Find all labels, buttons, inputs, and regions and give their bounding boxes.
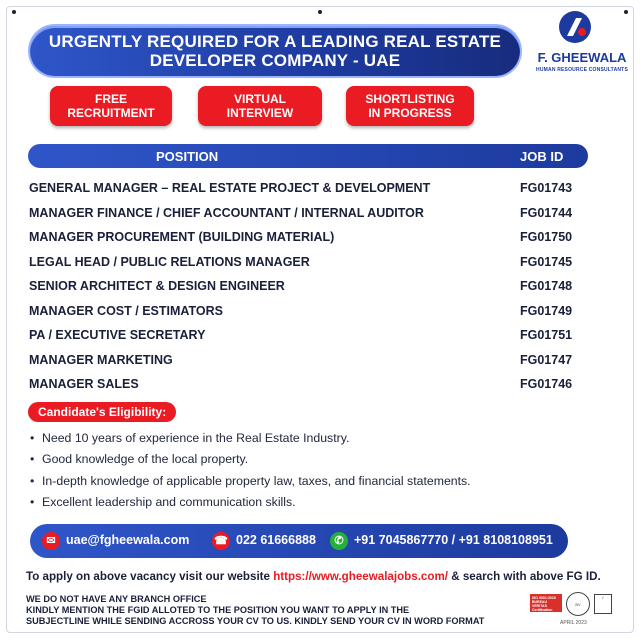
company-logo: [530, 10, 634, 82]
job-id: FG01745: [520, 254, 573, 269]
notice-line-1: WE DO NOT HAVE ANY BRANCH OFFICE: [26, 594, 207, 604]
pin-dot: [12, 10, 16, 14]
list-item: • Need 10 years of experience in the Real Estate Industry.: [30, 428, 590, 449]
position-name: MANAGER PROCUREMENT (BUILDING MATERIAL): [29, 230, 335, 244]
contact-bar: [30, 524, 568, 558]
position-name: PA / EXECUTIVE SECRETARY: [29, 328, 206, 342]
table-row: [28, 178, 588, 203]
badge-line-2: INTERVIEW: [226, 106, 294, 120]
iso-certification-badge: ISO 9001:2015 BUREAU VERITAS Certification: [530, 594, 562, 612]
eligibility-list: [30, 428, 590, 513]
eligibility-heading: Candidate's Eligibility:: [28, 402, 176, 422]
telephone-icon: ☎: [212, 532, 230, 550]
email-link[interactable]: uae@fgheewala.com: [66, 533, 190, 547]
badge-line-1: FREE: [94, 92, 127, 106]
badge-line-1: VIRTUAL: [234, 92, 286, 106]
position-name: GENERAL MANAGER – REAL ESTATE PROJECT & DEVELOPMENT: [29, 181, 431, 195]
position-name: MANAGER FINANCE / CHIEF ACCOUNTANT / INTERNAL AUDITOR: [29, 205, 424, 220]
positions-table-header: [28, 144, 588, 168]
notice-line-2: KINDLY MENTION THE FGID ALLOTED TO THE POSITION YOU WANT TO APPLY IN THE: [26, 605, 410, 615]
table-row: [28, 350, 588, 375]
apply-prefix: To apply on above vacancy visit our website: [26, 570, 274, 583]
bureau-veritas-seal-icon: BV: [566, 592, 590, 616]
logo-subtitle: HUMAN RESOURCE CONSULTANTS: [536, 67, 628, 73]
table-row: [28, 301, 588, 326]
ukas-mark-icon: ✓: [594, 594, 612, 614]
job-id: FG01751: [520, 328, 573, 342]
shortlisting-badge: [346, 86, 474, 126]
gheewala-logo-icon: [558, 10, 592, 44]
job-id: FG01743: [520, 181, 573, 195]
mail-icon: ✉: [42, 532, 60, 550]
job-id-column-header: JOB ID: [520, 149, 564, 164]
table-row: [28, 374, 588, 399]
certification-badges: [530, 592, 614, 630]
badge-line-2: IN PROGRESS: [368, 106, 452, 120]
list-item: • In-depth knowledge of applicable property law, taxes, and financial statements.: [30, 471, 590, 492]
job-id: FG01749: [520, 303, 573, 318]
job-id: FG01747: [520, 352, 573, 367]
job-id: FG01746: [520, 377, 573, 391]
list-item: • Excellent leadership and communication skills.: [30, 492, 590, 513]
headline-banner: [30, 26, 520, 76]
whatsapp-icon: ✆: [330, 532, 348, 550]
position-name: LEGAL HEAD / PUBLIC RELATIONS MANAGER: [29, 254, 310, 269]
headline-line-2: DEVELOPER COMPANY - UAE: [149, 51, 401, 70]
position-name: MANAGER COST / ESTIMATORS: [29, 303, 223, 318]
badge-line-2: RECRUITMENT: [67, 106, 155, 120]
job-id: FG01750: [520, 230, 573, 244]
badge-line-1: SHORTLISTING: [365, 92, 455, 106]
virtual-interview-badge: [198, 86, 322, 126]
apply-instructions: [26, 570, 601, 583]
table-row: [28, 325, 588, 350]
job-id: FG01748: [520, 279, 573, 293]
logo-name: F. GHEEWALA: [537, 50, 627, 65]
table-row: [28, 252, 588, 277]
position-name: MANAGER SALES: [29, 377, 139, 391]
phone-number[interactable]: 022 61666888: [236, 533, 316, 547]
job-id: FG01744: [520, 205, 573, 220]
certification-date: APRIL 2023: [560, 620, 587, 626]
disclaimer-notice: [26, 594, 484, 627]
notice-line-3: SUBJECTLINE WHILE SENDING ACCROSS YOUR CV TO US. KINDLY SEND YOUR CV IN WORD FORMAT: [26, 616, 485, 626]
headline-line-1: URGENTLY REQUIRED FOR A LEADING REAL ESTATE: [48, 32, 502, 51]
list-item: • Good knowledge of the local property.: [30, 449, 590, 470]
apply-suffix: & search with above FG ID.: [448, 570, 601, 583]
table-row: [28, 227, 588, 252]
website-link[interactable]: https://www.gheewalajobs.com/: [273, 570, 448, 583]
position-name: MANAGER MARKETING: [29, 352, 173, 367]
pin-dot: [318, 10, 322, 14]
whatsapp-numbers[interactable]: +91 7045867770 / +91 8108108951: [354, 533, 553, 547]
positions-table: [28, 178, 588, 399]
position-column-header: POSITION: [156, 149, 219, 164]
table-row: [28, 203, 588, 228]
position-name: SENIOR ARCHITECT & DESIGN ENGINEER: [29, 279, 285, 293]
free-recruitment-badge: [50, 86, 172, 126]
table-row: [28, 276, 588, 301]
